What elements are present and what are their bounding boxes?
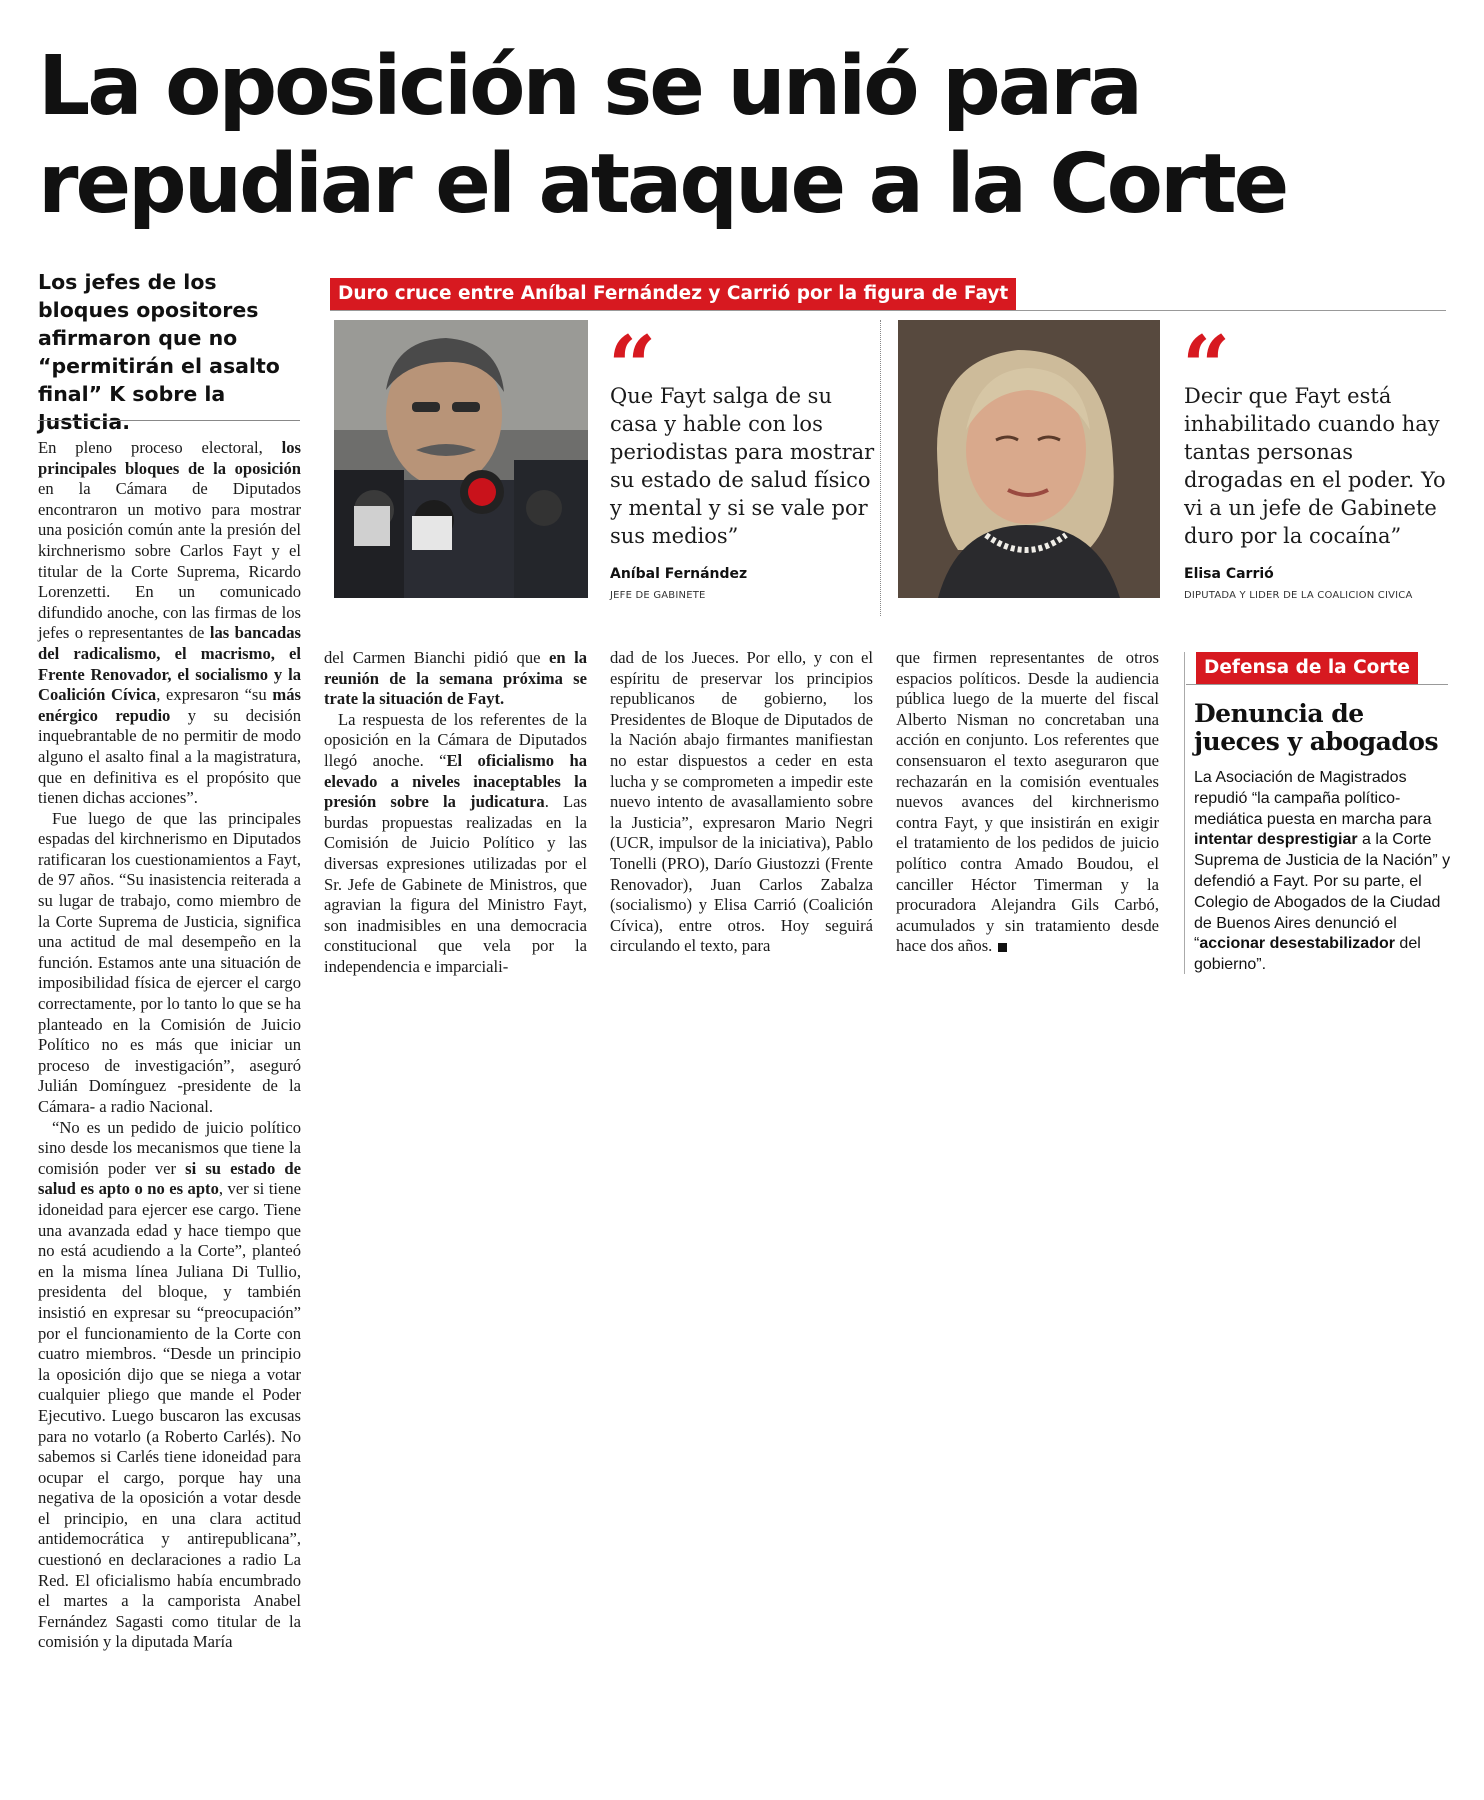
headline: La oposición se unió para repudiar el ataque a la Corte <box>38 39 1287 232</box>
quote-author-carrio: Elisa Carrió <box>1184 566 1274 582</box>
deck-divider <box>38 420 300 421</box>
box-divider <box>1184 652 1185 974</box>
body-column-1: En pleno proceso electoral, los principales bloques de la oposición en la Cámara de Diputados encontraron un motivo para mostrar una posición común ante la presión del kirchnerismo sobre Carlos Fayt y el titular de la Corte Suprema, Ricardo Lorenzetti. En un comunicado difundido anoche, con las firmas de los jefes o representantes de las bancadas del radicalismo, el macrismo, el Frente Renovador, el socialismo y la Coalición Cívica, expresaron “su más enérgico repudio y su decisión inquebrantable de no permitir de modo alguno el asalto final a la magistratura, que en definitiva es el propósito que tienen dichas acciones”. Fue luego de que las principales espadas del kirchnerismo en Diputados ratificaran los cuestionamientos a Fayt, de 97 años. “Su inasistencia reiterada a su lugar de trabajo, como miembro de la Corte Suprema de Justicia, significa una actitud de mal desempeño en la función. Estamos ante una situación de imposibilidad física de ejercer el cargo correctamente, por lo tanto lo que se ha planteado en la Comisión de Juicio Político no es más que iniciar un proceso de investigación”, aseguró Julián Domínguez -presidente de la Cámara- a radio Nacional. “No es un pedido de juicio político sino desde los mecanismos que tiene la comisión poder ver si su estado de salud es apto o no es apto, ver si tiene idoneidad para ejercer ese cargo. Tiene una avanzada edad y hace tiempo que no está acudiendo a la Corte”, planteó en la misma línea Juliana Di Tullio, presidenta del bloque, y también insistió en expresar su “preocupación” por el funcionamiento de la Corte con cuatro miembros. “Desde un principio la oposición dijo que se niega a votar cualquier pliego que mande el Poder Ejecutivo. Luego buscaron las excusas para no votarlo (a Roberto Carlés). No sabemos si Carlés tiene idoneidad para ocupar el cargo, porque hay una negativa de la oposición a votar desde el principio, en una clara actitud antidemocrática y antirepublicana”, cuestionó en declaraciones a radio La Red. El oficialismo había encumbrado el martes a la camporista Anabel Fernández Sagasti como titular de la comisión y la diputada María <box>38 438 302 1652</box>
body-column-4: que firmen representantes de otros espacios políticos. Desde la audiencia pública luego de la muerte del fiscal Alberto Nisman no concretaban una acción en conjunto. Los referentes que consensuaron el texto aseguraron que rechazarán en la comisión eventuales nuevos avances del kirchnerismo contra Fayt, y que insistirán en exigir el tratamiento de los pedidos de juicio político contra Amado Boudou, el canciller Héctor Timerman y la procuradora Alejandra Gils Carbó, acumulados y sin tratamiento desde hace dos años. <box>896 648 1159 956</box>
box-label: Defensa de la Corte <box>1196 652 1418 684</box>
quote-anibal-fernandez: Que Fayt salga de su casa y hable con los periodistas para mostrar su estado de salud físico y mental y si se vale por sus medios” <box>610 384 875 548</box>
box-title: Denuncia de jueces y abogados <box>1194 699 1439 756</box>
quotes-divider <box>880 320 881 616</box>
end-of-article-mark <box>998 943 1007 952</box>
quote-mark-1: “ <box>608 317 657 416</box>
deck: Los jefes de los bloques opositores afirmaron que no “permitirán el asalto final” K sobre la Justicia. <box>38 270 280 434</box>
sidebar-label: Duro cruce entre Aníbal Fernández y Carrió por la figura de Fayt <box>330 278 1016 310</box>
box-label-rule <box>1186 684 1448 685</box>
body-column-3: dad de los Jueces. Por ello, y con el espíritu de preservar los principios republicanos de gobierno, los Presidentes de Bloque de Diputados de la Nación abajo firmantes manifiestan no estar dispuestos a ceder en esta lucha y se comprometen a impedir este nuevo intento de avasallamiento sobre la Justicia”, expresaron Mario Negri (UCR, impulsor de la iniciativa), Pablo Tonelli (PRO), Darío Giustozzi (Frente Renovador), Juan Carlos Zabalza (socialismo) y Elisa Carrió (Coalición Cívica), entre otros. Hoy seguirá circulando el texto, para <box>610 648 873 956</box>
sidebar-label-rule <box>330 310 1446 311</box>
box-body: La Asociación de Magistrados repudió “la campaña político-mediática puesta en marcha para intentar desprestigiar a la Corte Suprema de Justicia de la Nación” y defendió a Fayt. Por su parte, el Colegio de Abogados de la Ciudad de Buenos Aires denunció el “accionar desestabilizador del gobierno”. <box>1194 769 1451 974</box>
body-column-2: del Carmen Bianchi pidió que en la reunión de la semana próxima se trate la situación de Fayt. La respuesta de los referentes de la oposición en la Cámara de Diputados llegó anoche. “El oficialismo ha elevado a niveles inaceptables la presión sobre la judicatura. Las burdas propuestas realizadas en la Comisión de Juicio Político y las diversas expresiones utilizadas por el Sr. Jefe de Gabinete de Ministros, que agravian la figura del Ministro Fayt, son inadmisibles en una democracia constitucional que vela por la independencia e imparciali- <box>324 648 587 976</box>
quote-elisa-carrio: Decir que Fayt está inhabilitado cuando hay tantas personas drogadas en el poder. Yo vi a un jefe de Gabinete duro por la cocaína” <box>1184 384 1446 548</box>
photo-anibal-fernandez-illustration <box>334 320 588 598</box>
photo-anibal-fernandez <box>334 320 588 598</box>
photo-elisa-carrio <box>898 320 1160 598</box>
quote-role-carrio: DIPUTADA Y LIDER DE LA COALICION CIVICA <box>1184 590 1413 601</box>
quote-mark-2: “ <box>1182 317 1231 416</box>
quote-role-anibal: JEFE DE GABINETE <box>610 590 706 601</box>
photo-elisa-carrio-illustration <box>898 320 1160 598</box>
quote-author-anibal: Aníbal Fernández <box>610 566 748 582</box>
